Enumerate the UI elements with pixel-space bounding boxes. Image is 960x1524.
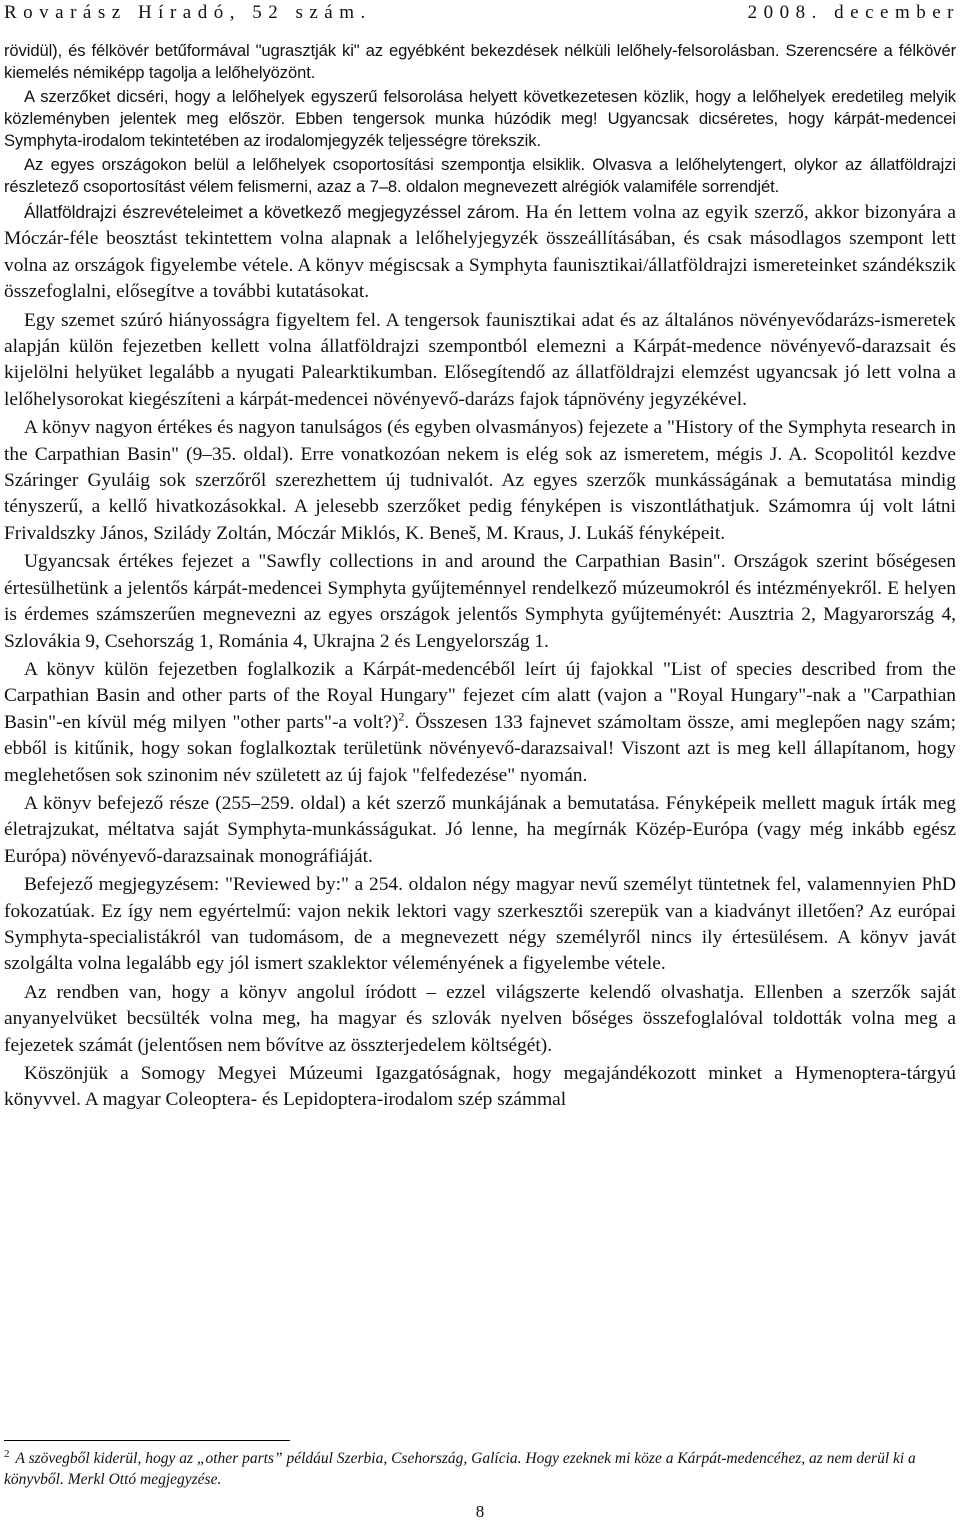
paragraph: Az egyes országokon belül a lelőhelyek csoportosítási szempontja elsiklik. Olvasva a lelőhelytengert, olykor az állatföldrajzi részletező csoportosítást vélem felismerni, azaz a 7–8. oldalon megnevezett alrégiók valamiféle sorrendjét.	[4, 155, 956, 196]
running-header	[0, 0, 960, 24]
paragraph: A szerzőket dicséri, hogy a lelőhelyek egyszerű felsorolása helyett következetesen közlik, hogy a lelőhelyek eredetileg melyik közleményben jelentek meg először. Ebben tengersok munka húzódik meg! Ugyancsak dicséretes, hogy kárpát-medencei Symphyta-irodalom tekintetében az irodalomjegyzék teljességre törekszik.	[4, 87, 956, 150]
paragraph: A könyv külön fejezetben foglalkozik a Kárpát-medencéből leírt új fajokkal "List of species described from the Carpathian Basin and other parts of the Royal Hungary" fejezet cím alatt (vajon a "Royal Hungary"-nak a "Carpathian Basin"-en kívül még milyen "other parts"-a volt?)$^2$. Összesen 133 fajnevet számoltam össze, ami meglepően nagy szám; ebből is kitűnik, hogy sokan foglalkoztak területünk növényevő-darazsaival! Viszont azt is meg kell állapítanom, hogy meglehetősen sok szinonim név született az új fajok "felfedezése" nyomán.	[4, 658, 956, 786]
header-date: 2008. december	[747, 2, 960, 23]
paragraph: Köszönjük a Somogy Megyei Múzeumi Igazgatóságnak, hogy megajándékozott minket a Hymenoptera-tárgyú könyvvel. A magyar Coleoptera- és Lepidoptera-irodalom szép számmal	[4, 1063, 956, 1111]
paragraph: Befejező megjegyzésem: "Reviewed by:" a 254. oldalon négy magyar nevű személyt tüntetnek fel, valamennyien PhD fokozatúak. Ez így nem egyértelmű: vajon nekik lektori vagy szerkesztői szerepük van a kiadványt illetően? Az európai Symphyta-specialistákról van tudomásom, de a megnevezett négy személyről nincs ily értesülésem. A könyv javát szolgálta volna legalább egy jól ismert szaklektor véleményének a figyelembe vétele.	[4, 874, 956, 975]
footnote-number: 2	[4, 1448, 10, 1460]
footnote-separator	[4, 1440, 290, 1441]
paragraph: Ugyancsak értékes fejezet a "Sawfly collections in and around the Carpathian Basin". Országok szerint bőségesen értesülhetünk a jelentős kárpát-medencei Symphyta gyűjteménnyel rendelkező múzeumokról és intézményekről. E helyen is érdemes számszerűen megnevezni az egyes országok jelentős Symphyta gyűjteményét: Ausztria 2, Magyarország 4, Szlovákia 9, Csehország 1, Románia 4, Ukrajna 2 és Lengyelország 1.	[4, 551, 956, 652]
paragraph: rövidül), és félkövér betűformával "ugrasztják ki" az egyébként bekezdések nélküli lelőhely-felsorolásban. Szerencsére a félkövér kiemelés némiképp tagolja a lelőhelyözönt.	[4, 41, 956, 82]
paragraph: A könyv befejező része (255–259. oldal) a két szerző munkájának a bemutatása. Fényképeik mellett maguk írták meg életrajzukat, méltatva saját Symphyta-munkásságukat. Jó lenne, ha megírnák Közép-Európa (vagy még inkább egész Európa) növényevő-darazsainak monográfiáját.	[4, 792, 956, 867]
paragraph: A könyv nagyon értékes és nagyon tanulságos (és egyben olvasmányos) fejezete a "History of the Symphyta research in the Carpathian Basin" (9–35. oldal). Erre vonatkozóan nekem is elég sok az ismeretem, mégis J. A. Scopolitól kezdve Száringer Gyuláig sok szerzőről szerezhettem új tudnivalót. Az egyes szerzők munkásságának a bemutatása mindig tényszerű, a kellő hivatkozásokkal. A jelesebb szerzőket pedig fényképen is viszontláthatjuk. Számomra új volt látni Frivaldszky János, Szilády Zoltán, Móczár Miklós, K. Beneš, M. Kraus, J. Lukáš fényképeit.	[4, 417, 956, 544]
footnote-text: A szövegből kiderül, hogy az „other parts” például Szerbia, Csehország, Galícia. Hogy ezeknek mi köze a Kárpát-medencéhez, az nem derül ki a könyvből. Merkl Ottó megjegyzése.	[4, 1450, 916, 1488]
paragraph: Állatföldrajzi észrevételeimet a következő megjegyzéssel zárom. Ha én lettem volna az egyik szerző, akkor bizonyára a Móczár-féle beosztást tekintettem volna alapnak a lelőhelyjegyzék összeállításában, és csak másodlagos szempont lett volna az országok figyelembe vétele. A könyv mégiscsak a Symphyta faunisztikai/állatföldrajzi ismereteinket szándékszik összefoglalni, elősegítve a további kutatásokat.	[4, 202, 956, 303]
footnote	[4, 1444, 956, 1490]
paragraph: Az rendben van, hogy a könyv angolul íródott – ezzel világszerte kelendő olvashatja. Ellenben a szerzők saját anyanyelvüket becsülték volna meg, ha magyar és szlovák nyelven bőséges összefoglalóval toldották volna meg a fejezetek számát (jelentősen nem bővítve az összterjedelem költségét).	[4, 981, 956, 1056]
footnote-marker: 2	[398, 709, 405, 724]
article-body	[4, 40, 956, 1114]
header-journal-title: Rovarász Híradó, 52 szám.	[4, 2, 372, 23]
page-number: 8	[475, 1502, 485, 1521]
paragraph: Egy szemet szúró hiányosságra figyeltem fel. A tengersok faunisztikai adat és az általános növényevődarázs-ismeretek alapján külön fejezetben kellett volna állatföldrajzi szempontból elemezni a Kárpát-medence növényevő-darazsait és kijelölni helyüket legalább a nyugati Palearktikumban. Elősegítendő az állatföldrajzi elemzést ugyancsak jó lett volna a lelőhelysorokat kiegészíteni a kárpát-medencei növényevő-darázs fajok tápnövény jegyzékével.	[4, 309, 956, 410]
